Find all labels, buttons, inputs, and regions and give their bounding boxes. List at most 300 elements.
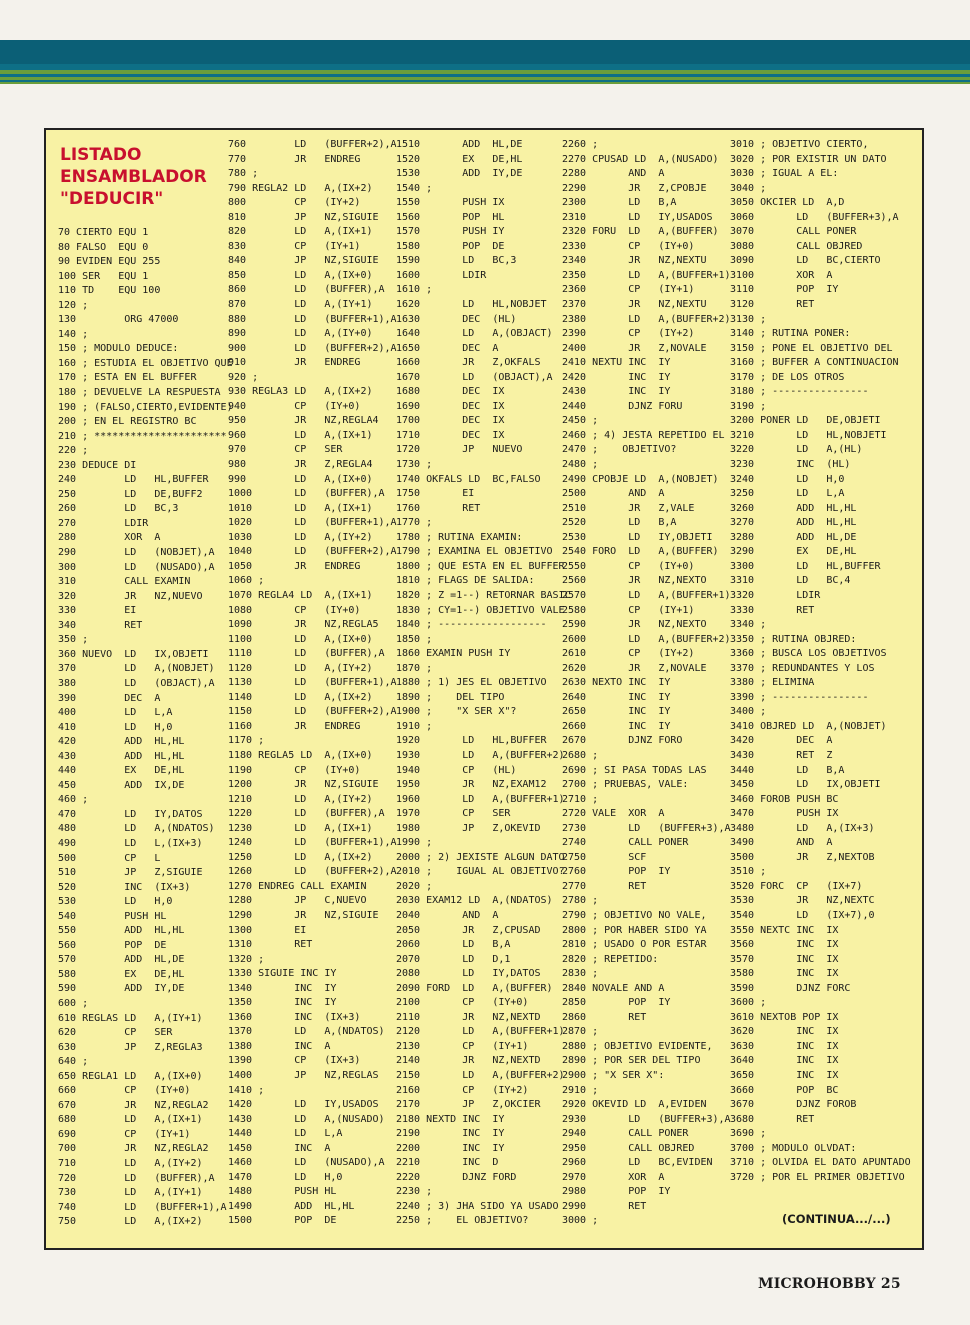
code-line: 550 ADD HL,HL: [58, 925, 185, 937]
code-line: 2200 INC IY: [396, 1142, 505, 1154]
code-line: 2860 RET: [562, 1011, 647, 1023]
code-line: 1570 PUSH IY: [396, 226, 505, 238]
code-line: 780 ;: [228, 168, 259, 180]
code-line: 360 NUEVO LD IX,OBJETI: [58, 648, 209, 660]
code-line: 680 LD A,(IX+1): [58, 1114, 203, 1126]
code-line: 1470 LD H,0: [228, 1171, 343, 1183]
code-line: 870 LD A,(IY+1): [228, 299, 373, 311]
code-line: 1710 DEC IX: [396, 429, 505, 441]
code-line: 2010 ; IGUAL AL OBJETIVO?: [396, 866, 565, 878]
code-line: 1700 DEC IX: [396, 415, 505, 427]
code-line: 2050 JR Z,CPUSAD: [396, 924, 541, 936]
code-line: 1760 RET: [396, 502, 481, 514]
code-line: 2260 ;: [562, 139, 599, 150]
code-line: 1860 EXAMIN PUSH IY: [396, 648, 511, 660]
code-line: 3250 LD L,A: [730, 488, 845, 500]
code-line: 1610 ;: [396, 284, 433, 296]
code-line: 2870 ;: [562, 1026, 599, 1038]
code-line: 2950 CALL OBJRED: [562, 1142, 695, 1154]
code-line: 3470 PUSH IX: [730, 808, 839, 820]
code-line: 1900 ; "X SER X"?: [396, 706, 517, 718]
code-line: 2080 LD IY,DATOS: [396, 968, 541, 980]
code-line: 1790 ; EXAMINA EL OBJETIVO: [396, 546, 553, 558]
code-line: 2570 LD A,(BUFFER+1): [562, 589, 731, 601]
code-line: 1260 LD (BUFFER+2),A: [228, 866, 397, 878]
code-line: 840 JP NZ,SIGUIE: [228, 255, 379, 267]
code-line: 2280 AND A: [562, 168, 665, 180]
code-line: 3190 ;: [730, 400, 767, 412]
code-line: 910 JR ENDREG: [228, 357, 361, 369]
code-line: 1360 INC (IX+3): [228, 1011, 361, 1023]
code-line: 3000 ;: [562, 1215, 599, 1227]
code-line: 3500 JR Z,NEXTOB: [730, 851, 875, 863]
code-line: 1010 LD A,(IX+1): [228, 502, 373, 514]
code-line: 3420 DEC A: [730, 735, 833, 747]
code-line: 270 LDIR: [58, 517, 149, 529]
code-line: 830 CP (IY+1): [228, 240, 361, 252]
code-line: 2760 POP IY: [562, 866, 671, 878]
code-line: 210 ; **********************: [58, 430, 227, 442]
code-line: 810 JP NZ,SIGUIE: [228, 211, 379, 223]
code-line: 2820 ; REPETIDO:: [562, 953, 659, 965]
code-line: 740 LD (BUFFER+1),A: [58, 1201, 227, 1213]
code-line: 3430 RET Z: [730, 749, 833, 761]
code-line: 3550 NEXTC INC IX: [730, 924, 839, 936]
code-line: 2370 JR NZ,NEXTU: [562, 299, 707, 311]
code-line: 3660 POP BC: [730, 1084, 839, 1096]
code-line: 2940 CALL PONER: [562, 1128, 689, 1140]
code-line: 2100 CP (IY+0): [396, 997, 529, 1009]
code-line: 920 ;: [228, 371, 259, 383]
code-line: 1320 ;: [228, 953, 265, 965]
code-line: 1750 EI: [396, 488, 475, 500]
code-line: 3350 ; RUTINA OBJRED:: [730, 633, 857, 645]
code-line: 2390 CP (IY+2): [562, 328, 695, 340]
header-stripe: [0, 40, 970, 84]
code-line: 1130 LD (BUFFER+1),A: [228, 677, 397, 689]
code-line: 1660 JR Z,OKFALS: [396, 357, 541, 369]
code-line: 1880 ; 1) JES EL OBJETIVO: [396, 677, 547, 689]
code-line: 1940 CP (HL): [396, 764, 517, 776]
code-line: 1390 CP (IX+3): [228, 1055, 361, 1067]
code-line: 570 ADD HL,DE: [58, 954, 185, 966]
code-line: 120 ;: [58, 299, 89, 311]
code-line: 140 ;: [58, 328, 89, 340]
code-line: 1540 ;: [396, 182, 433, 194]
code-line: 410 LD H,0: [58, 721, 173, 733]
code-line: 2130 CP (IY+1): [396, 1040, 529, 1052]
code-line: 950 JR NZ,REGLA4: [228, 415, 379, 427]
code-line: 2970 XOR A: [562, 1171, 665, 1183]
code-line: 1300 EI: [228, 924, 307, 936]
code-line: 90 EVIDEN EQU 255: [58, 256, 161, 268]
code-line: 650 REGLA1 LD A,(IX+0): [58, 1070, 203, 1082]
code-line: 1120 LD A,(IY+2): [228, 662, 373, 674]
code-line: 1370 LD A,(NDATOS): [228, 1026, 385, 1038]
code-line: 1520 EX DE,HL: [396, 153, 523, 165]
code-line: 2690 ; SI PASA TODAS LAS: [562, 764, 707, 776]
code-line: 2120 LD A,(BUFFER+1): [396, 1026, 565, 1038]
code-column-3: [396, 138, 571, 1229]
code-line: 3220 LD A,(HL): [730, 444, 863, 456]
code-line: 3600 ;: [730, 997, 767, 1009]
code-line: 2510 JR Z,VALE: [562, 502, 695, 514]
code-line: 3480 LD A,(IX+3): [730, 822, 875, 834]
code-line: 2910 ;: [562, 1084, 599, 1096]
title-line: "DEDUCIR": [60, 189, 164, 209]
code-line: 1600 LDIR: [396, 269, 487, 281]
code-line: 3090 LD BC,CIERTO: [730, 255, 881, 267]
code-line: 2700 ; PRUEBAS, VALE:: [562, 779, 689, 791]
code-line: 280 XOR A: [58, 532, 161, 544]
code-column-4: [562, 138, 731, 1229]
code-line: 2800 ; POR HABER SIDO YA: [562, 924, 707, 936]
code-line: 3310 LD BC,4: [730, 575, 851, 587]
code-line: 2580 CP (IY+1): [562, 604, 695, 616]
code-line: 990 LD A,(IX+0): [228, 473, 373, 485]
code-line: 2640 INC IY: [562, 691, 671, 703]
code-line: 1460 LD (NUSADO),A: [228, 1157, 385, 1169]
code-line: 1960 LD A,(BUFFER+1): [396, 793, 565, 805]
code-line: 2750 SCF: [562, 851, 647, 863]
code-line: 2550 CP (IY+0): [562, 560, 695, 572]
code-line: 2160 CP (IY+2): [396, 1084, 529, 1096]
code-line: 3150 ; PONE EL OBJETIVO DEL: [730, 342, 893, 354]
code-line: 1030 LD A,(IY+2): [228, 531, 373, 543]
code-line: 2230 ;: [396, 1186, 433, 1198]
code-line: 1410 ;: [228, 1084, 265, 1096]
code-column-5: [730, 138, 911, 1185]
code-line: 3290 EX DE,HL: [730, 546, 857, 558]
code-line: 1720 JP NUEVO: [396, 444, 523, 456]
code-line: 2240 ; 3) JHA SIDO YA USADO: [396, 1200, 559, 1212]
code-line: 2350 LD A,(BUFFER+1): [562, 269, 731, 281]
code-line: 3540 LD (IX+7),0: [730, 909, 875, 921]
code-line: 2740 CALL PONER: [562, 837, 689, 849]
code-line: 3330 RET: [730, 604, 815, 616]
code-line: 580 EX DE,HL: [58, 968, 185, 980]
code-line: 1830 ; CY=1--) OBJETIVO VALE: [396, 604, 565, 616]
code-line: 900 LD (BUFFER+2),A: [228, 342, 397, 354]
code-line: 820 LD A,(IX+1): [228, 226, 373, 238]
code-line: 2430 INC IY: [562, 386, 671, 398]
code-line: 240 LD HL,BUFFER: [58, 474, 209, 486]
code-line: 560 POP DE: [58, 939, 167, 951]
code-line: 1730 ;: [396, 459, 433, 471]
code-line: 1210 LD A,(IY+2): [228, 793, 373, 805]
code-line: 2530 LD IY,OBJETI: [562, 531, 713, 543]
code-line: 1430 LD A,(NUSADO): [228, 1113, 385, 1125]
code-line: 220 ;: [58, 445, 89, 457]
code-line: 100 SER EQU 1: [58, 270, 149, 282]
code-line: 3650 INC IX: [730, 1070, 839, 1081]
code-line: 3030 ; IGUAL A EL:: [730, 168, 839, 180]
code-line: 3230 INC (HL): [730, 459, 851, 471]
code-line: 1200 JR NZ,SIGUIE: [228, 779, 379, 791]
code-line: 2460 ; 4) JESTA REPETIDO EL: [562, 429, 725, 441]
code-line: 930 REGLA3 LD A,(IX+2): [228, 386, 373, 398]
code-line: 2590 JR NZ,NEXTO: [562, 619, 707, 631]
code-line: 2420 INC IY: [562, 371, 671, 383]
code-line: 3530 JR NZ,NEXTC: [730, 895, 875, 907]
code-line: 1060 ;: [228, 575, 265, 587]
code-line: 970 CP SER: [228, 444, 343, 456]
code-line: 730 LD A,(IY+1): [58, 1187, 203, 1199]
code-line: 3380 ; ELIMINA: [730, 677, 815, 689]
title-line: LISTADO: [60, 145, 142, 165]
code-line: 200 ; EN EL REGISTRO BC: [58, 416, 197, 428]
code-line: 3050 OKCIER LD A,D: [730, 197, 845, 209]
code-line: 770 JR ENDREG: [228, 153, 361, 165]
code-line: 3610 NEXTOB POP IX: [730, 1011, 839, 1023]
code-line: 510 JP Z,SIGUIE: [58, 867, 203, 879]
code-line: 3120 RET: [730, 299, 815, 311]
code-line: 660 CP (IY+0): [58, 1085, 191, 1097]
code-line: 1420 LD IY,USADOS: [228, 1099, 379, 1111]
code-line: 2090 FORD LD A,(BUFFER): [396, 982, 553, 994]
code-line: 1630 DEC (HL): [396, 313, 517, 325]
code-line: 3710 ; OLVIDA EL DATO APUNTADO: [730, 1157, 911, 1169]
code-line: 2190 INC IY: [396, 1128, 505, 1140]
code-line: 1780 ; RUTINA EXAMIN:: [396, 531, 523, 543]
code-line: 3410 OBJRED LD A,(NOBJET): [730, 720, 887, 732]
code-line: 2470 ; OBJETIVO?: [562, 444, 677, 456]
code-line: 2660 INC IY: [562, 720, 671, 732]
code-line: 750 LD A,(IX+2): [58, 1216, 203, 1228]
code-line: 3340 ;: [730, 619, 767, 631]
code-line: 3520 FORC CP (IX+7): [730, 880, 863, 892]
code-line: 160 ; ESTUDIA EL OBJETIVO QUE: [58, 357, 233, 369]
code-line: 370 LD A,(NOBJET): [58, 663, 215, 675]
code-line: 2170 JP Z,OKCIER: [396, 1099, 541, 1111]
code-line: 1840 ; ------------------: [396, 619, 547, 631]
code-line: 3390 ; ----------------: [730, 691, 869, 703]
code-line: 2670 DJNZ FORO: [562, 735, 683, 747]
code-line: 3450 LD IX,OBJETI: [730, 779, 881, 791]
code-line: 1810 ; FLAGS DE SALIDA:: [396, 575, 535, 587]
code-line: 1020 LD (BUFFER+1),A: [228, 517, 397, 529]
code-line: 2680 ;: [562, 749, 599, 761]
code-line: 3510 ;: [730, 866, 767, 878]
code-line: 1080 CP (IY+0): [228, 604, 361, 616]
code-line: 3180 ; ----------------: [730, 386, 869, 398]
code-line: 80 FALSO EQU 0: [58, 241, 149, 253]
code-line: 250 LD DE,BUFF2: [58, 488, 203, 500]
code-line: 1590 LD BC,3: [396, 255, 517, 267]
code-line: 3570 INC IX: [730, 953, 839, 965]
code-line: 760 LD (BUFFER+2),A: [228, 139, 397, 150]
code-line: 3020 ; POR EXISTIR UN DATO: [730, 153, 887, 165]
code-line: 1110 LD (BUFFER),A: [228, 648, 385, 660]
code-line: 70 CIERTO EQU 1: [58, 227, 149, 238]
code-line: 3210 LD HL,NOBJETI: [730, 429, 887, 441]
code-line: 1340 INC IY: [228, 982, 337, 994]
code-line: 2060 LD B,A: [396, 939, 511, 951]
code-line: 1910 ;: [396, 720, 433, 732]
title-line: ENSAMBLADOR: [60, 167, 207, 187]
code-line: 390 DEC A: [58, 692, 161, 704]
code-line: 420 ADD HL,HL: [58, 736, 185, 748]
code-line: 2630 NEXTO INC IY: [562, 677, 671, 689]
code-line: 3280 ADD HL,DE: [730, 531, 857, 543]
code-line: 670 JR NZ,REGLA2: [58, 1099, 209, 1111]
code-line: 2040 AND A: [396, 909, 499, 921]
code-line: 2770 RET: [562, 880, 647, 892]
code-line: 620 CP SER: [58, 1027, 173, 1039]
code-line: 3360 ; BUSCA LOS OBJETIVOS: [730, 648, 887, 660]
code-line: 2500 AND A: [562, 488, 665, 500]
code-line: 540 PUSH HL: [58, 910, 167, 922]
code-line: 3630 INC IX: [730, 1040, 839, 1052]
code-line: 3010 ; OBJETIVO CIERTO,: [730, 139, 869, 150]
code-line: 350 ;: [58, 634, 89, 646]
code-column-2: [228, 138, 397, 1229]
code-line: 1640 LD A,(OBJACT): [396, 328, 553, 340]
code-line: 2620 JR Z,NOVALE: [562, 662, 707, 674]
code-line: 450 ADD IX,DE: [58, 779, 185, 791]
code-line: 2000 ; 2) JEXISTE ALGUN DATO: [396, 851, 565, 863]
code-line: 2440 DJNZ FORU: [562, 400, 683, 412]
code-line: 1650 DEC A: [396, 342, 499, 354]
code-line: 880 LD (BUFFER+1),A: [228, 313, 397, 325]
code-line: 2720 VALE XOR A: [562, 808, 665, 820]
code-line: 2900 ; "X SER X":: [562, 1070, 665, 1081]
code-line: 3060 LD (BUFFER+3),A: [730, 211, 899, 223]
code-line: 2410 NEXTU INC IY: [562, 357, 671, 369]
code-line: 460 ;: [58, 794, 89, 806]
code-line: 3590 DJNZ FORC: [730, 982, 851, 994]
code-line: 1770 ;: [396, 517, 433, 529]
code-line: 400 LD L,A: [58, 707, 173, 719]
code-line: 1680 DEC IX: [396, 386, 505, 398]
code-line: 2540 FORO LD A,(BUFFER): [562, 546, 719, 558]
listing-title: [60, 144, 220, 210]
code-line: 3130 ;: [730, 313, 767, 325]
code-line: 440 EX DE,HL: [58, 765, 185, 777]
code-line: 2360 CP (IY+1): [562, 284, 695, 296]
code-line: 3580 INC IX: [730, 968, 839, 980]
code-line: 1280 JP C,NUEVO: [228, 895, 367, 907]
code-line: 2520 LD B,A: [562, 517, 677, 529]
code-line: 3160 ; BUFFER A CONTINUACION: [730, 357, 899, 369]
code-line: 3240 LD H,0: [730, 473, 845, 485]
code-line: 3620 INC IX: [730, 1026, 839, 1038]
code-line: 150 ; MODULO DEDUCE:: [58, 343, 179, 355]
code-line: 3040 ;: [730, 182, 767, 194]
code-line: 2450 ;: [562, 415, 599, 427]
code-line: 2880 ; OBJETIVO EVIDENTE,: [562, 1040, 713, 1052]
code-line: 1890 ; DEL TIPO: [396, 691, 505, 703]
code-line: 2290 JR Z,CPOBJE: [562, 182, 707, 194]
code-line: 1090 JR NZ,REGLA5: [228, 619, 379, 631]
code-line: 3690 ;: [730, 1128, 767, 1140]
code-line: 2490 CPOBJE LD A,(NOBJET): [562, 473, 719, 485]
code-line: 330 EI: [58, 605, 137, 617]
code-line: 2180 NEXTD INC IY: [396, 1113, 505, 1125]
code-line: 2070 LD D,1: [396, 953, 511, 965]
code-line: 1820 ; Z =1--) RETORNAR BASIC: [396, 589, 571, 601]
code-line: 1190 CP (IY+0): [228, 764, 361, 776]
code-line: 1000 LD (BUFFER),A: [228, 488, 385, 500]
code-line: 190 ; (FALSO,CIERTO,EVIDENTE): [58, 401, 233, 413]
code-line: 3560 INC IX: [730, 939, 839, 951]
code-line: 1140 LD A,(IX+2): [228, 691, 373, 703]
code-line: 1870 ;: [396, 662, 433, 674]
code-line: 1920 LD HL,BUFFER: [396, 735, 547, 747]
code-line: 110 TD EQU 100: [58, 285, 161, 297]
code-line: 860 LD (BUFFER),A: [228, 284, 385, 296]
code-line: 3370 ; REDUNDANTES Y LOS: [730, 662, 875, 674]
code-line: 3440 LD B,A: [730, 764, 845, 776]
code-line: 940 CP (IY+0): [228, 400, 361, 412]
code-line: 310 CALL EXAMIN: [58, 576, 191, 588]
code-line: 2830 ;: [562, 968, 599, 980]
code-column-1: [58, 226, 233, 1230]
code-line: 1980 JP Z,OKEVID: [396, 822, 541, 834]
code-line: 260 LD BC,3: [58, 503, 179, 515]
code-line: 3490 AND A: [730, 837, 833, 849]
code-line: 1400 JP NZ,REGLAS: [228, 1070, 379, 1081]
code-line: 980 JR Z,REGLA4: [228, 459, 373, 471]
code-line: 2980 POP IY: [562, 1186, 671, 1198]
code-line: 170 ; ESTA EN EL BUFFER: [58, 372, 197, 384]
continued-label: (CONTINUA.../...): [782, 1212, 891, 1226]
code-line: 3080 CALL OBJRED: [730, 240, 863, 252]
code-line: 610 REGLAS LD A,(IY+1): [58, 1012, 203, 1024]
code-line: 1800 ; QUE ESTA EN EL BUFFER: [396, 560, 565, 572]
code-line: 2780 ;: [562, 895, 599, 907]
code-line: 1450 INC A: [228, 1142, 331, 1154]
code-line: 1930 LD A,(BUFFER+2): [396, 749, 565, 761]
code-line: 290 LD (NOBJET),A: [58, 547, 215, 559]
code-line: 1290 JR NZ,SIGUIE: [228, 909, 379, 921]
code-line: 520 INC (IX+3): [58, 881, 191, 893]
code-line: 600 ;: [58, 997, 89, 1009]
code-line: 1220 LD (BUFFER),A: [228, 808, 385, 820]
code-line: 1070 REGLA4 LD A,(IX+1): [228, 589, 373, 601]
code-line: 3670 DJNZ FOROB: [730, 1099, 857, 1111]
code-line: 2840 NOVALE AND A: [562, 982, 665, 994]
code-line: 590 ADD IY,DE: [58, 983, 185, 995]
code-line: 1490 ADD HL,HL: [228, 1200, 355, 1212]
code-line: 180 ; DEVUELVE LA RESPUESTA: [58, 387, 221, 399]
code-line: 490 LD L,(IX+3): [58, 837, 203, 849]
code-line: 2380 LD A,(BUFFER+2): [562, 313, 731, 325]
code-line: 1270 ENDREG CALL EXAMIN: [228, 880, 367, 892]
code-line: 1350 INC IY: [228, 997, 337, 1009]
code-line: 3140 ; RUTINA PONER:: [730, 328, 851, 340]
code-line: 1240 LD (BUFFER+1),A: [228, 837, 397, 849]
code-line: 3300 LD HL,BUFFER: [730, 560, 881, 572]
code-line: 3260 ADD HL,HL: [730, 502, 857, 514]
code-line: 1580 POP DE: [396, 240, 505, 252]
code-line: 2310 LD IY,USADOS: [562, 211, 713, 223]
code-line: 1250 LD A,(IX+2): [228, 851, 373, 863]
code-line: 300 LD (NUSADO),A: [58, 561, 215, 573]
code-line: 380 LD (OBJACT),A: [58, 677, 215, 689]
code-line: 1740 OKFALS LD BC,FALSO: [396, 473, 541, 485]
code-line: 2330 CP (IY+0): [562, 240, 695, 252]
code-line: 850 LD A,(IX+0): [228, 269, 373, 281]
code-line: 340 RET: [58, 619, 143, 631]
code-line: 1050 JR ENDREG: [228, 560, 361, 572]
code-line: 3640 INC IX: [730, 1055, 839, 1067]
code-line: 1180 REGLA5 LD A,(IX+0): [228, 749, 373, 761]
code-line: 1950 JR NZ,EXAM12: [396, 779, 547, 791]
code-line: 790 REGLA2 LD A,(IX+2): [228, 182, 373, 194]
code-line: 3270 ADD HL,HL: [730, 517, 857, 529]
code-line: 3070 CALL PONER: [730, 226, 857, 238]
